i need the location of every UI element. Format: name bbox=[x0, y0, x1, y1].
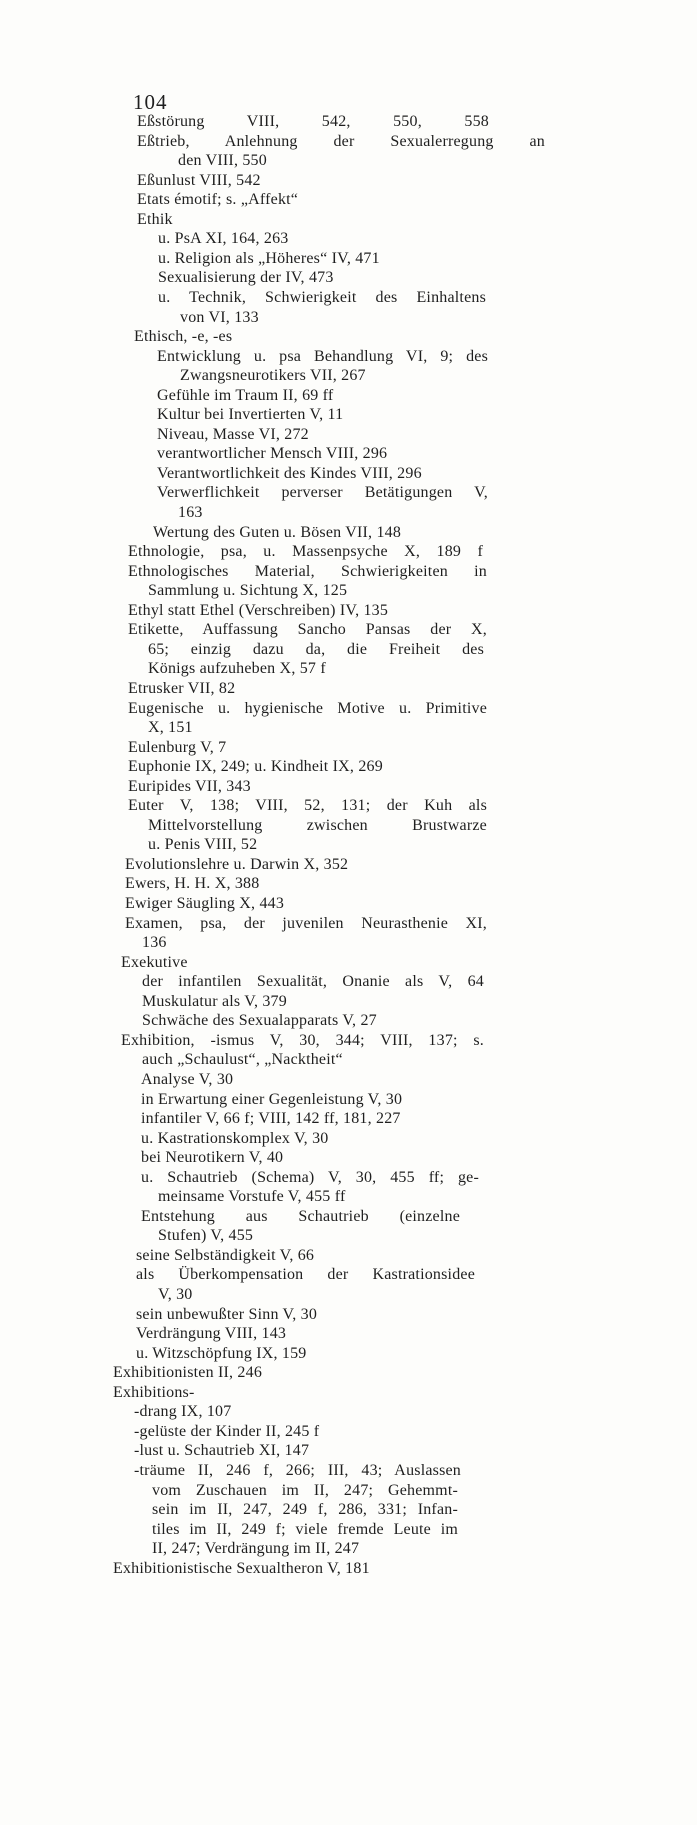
index-line: Etikette, Auffassung Sancho Pansas der X, bbox=[128, 621, 487, 638]
index-line: V, 30 bbox=[158, 1286, 193, 1303]
index-line: Exhibition, -ismus V, 30, 344; VIII, 137; s. bbox=[121, 1032, 484, 1049]
index-line: Evolutionslehre u. Darwin X, 352 bbox=[125, 856, 349, 873]
index-line: Eßstörung VIII, 542, 550, 558 bbox=[137, 113, 489, 130]
index-line: u. Schautrieb (Schema) V, 30, 455 ff; ge- bbox=[141, 1169, 479, 1186]
index-line: von VI, 133 bbox=[180, 309, 259, 326]
index-line: Etats émotif; s. „Affekt“ bbox=[137, 191, 299, 208]
index-line: u. Witzschöpfung IX, 159 bbox=[136, 1345, 307, 1362]
index-line: u. PsA XI, 164, 263 bbox=[158, 230, 289, 247]
index-line: Gefühle im Traum II, 69 ff bbox=[157, 387, 334, 404]
index-line: Etrusker VII, 82 bbox=[128, 680, 236, 697]
index-line: Ethyl statt Ethel (Verschreiben) IV, 135 bbox=[128, 602, 389, 619]
index-line: Eßunlust VIII, 542 bbox=[137, 172, 261, 189]
index-line: -gelüste der Kinder II, 245 f bbox=[134, 1423, 320, 1440]
index-line: den VIII, 550 bbox=[178, 152, 267, 169]
index-line: der infantilen Sexualität, Onanie als V, 64 bbox=[142, 973, 484, 990]
index-line: infantiler V, 66 f; VIII, 142 ff, 181, 227 bbox=[141, 1110, 401, 1127]
index-line: u. Religion als „Höheres“ IV, 471 bbox=[158, 250, 380, 267]
index-line: Euphonie IX, 249; u. Kindheit IX, 269 bbox=[128, 758, 383, 775]
index-line: Sexualisierung der IV, 473 bbox=[158, 269, 334, 286]
index-line: u. Technik, Schwierigkeit des Einhaltens bbox=[158, 289, 486, 306]
index-line: X, 151 bbox=[148, 719, 193, 736]
index-line: 65; einzig dazu da, die Freiheit des bbox=[148, 641, 484, 658]
index-line: als Überkompensation der Kastrationsidee bbox=[136, 1266, 475, 1283]
index-line: meinsame Vorstufe V, 455 ff bbox=[158, 1188, 346, 1205]
index-line: Verantwortlichkeit des Kindes VIII, 296 bbox=[157, 465, 422, 482]
index-line: vom Zuschauen im II, 247; Gehemmt- bbox=[152, 1482, 458, 1499]
index-line: tiles im II, 249 f; viele fremde Leute im bbox=[152, 1521, 458, 1538]
index-line: -lust u. Schautrieb XI, 147 bbox=[134, 1442, 310, 1459]
index-line: sein im II, 247, 249 f, 286, 331; Infan- bbox=[152, 1501, 458, 1518]
index-line: Schwäche des Sexualapparats V, 27 bbox=[142, 1012, 377, 1029]
index-line: auch „Schaulust“, „Nacktheit“ bbox=[142, 1051, 343, 1068]
index-line: Eßtrieb, Anlehnung der Sexualerregung an bbox=[137, 133, 545, 150]
index-line: u. Kastrationskomplex V, 30 bbox=[141, 1130, 329, 1147]
index-line: Ewiger Säugling X, 443 bbox=[125, 895, 285, 912]
index-line: 136 bbox=[142, 934, 167, 951]
index-line: Mittelvorstellung zwischen Brustwarze bbox=[148, 817, 487, 834]
index-line: Exekutive bbox=[121, 954, 188, 971]
index-line: Eugenische u. hygienische Motive u. Primitive bbox=[128, 700, 487, 717]
index-line: Verdrängung VIII, 143 bbox=[136, 1325, 287, 1342]
index-line: II, 247; Verdrängung im II, 247 bbox=[152, 1540, 360, 1557]
index-line: 163 bbox=[178, 504, 203, 521]
index-line: -träume II, 246 f, 266; III, 43; Auslassen bbox=[134, 1462, 461, 1479]
index-line: -drang IX, 107 bbox=[134, 1403, 232, 1420]
index-line: Ethnologie, psa, u. Massenpsyche X, 189 f bbox=[128, 543, 483, 560]
index-line: Ewers, H. H. X, 388 bbox=[125, 875, 260, 892]
index-line: Muskulatur als V, 379 bbox=[142, 993, 287, 1010]
index-line: Ethisch, -e, -es bbox=[134, 328, 233, 345]
index-line: Entstehung aus Schautrieb (einzelne bbox=[141, 1208, 460, 1225]
index-line: Eulenburg V, 7 bbox=[128, 739, 227, 756]
page-number: 104 bbox=[133, 90, 168, 114]
index-line: Stufen) V, 455 bbox=[158, 1227, 254, 1244]
index-line: Examen, psa, der juvenilen Neurasthenie XI, bbox=[125, 915, 487, 932]
index-line: Entwicklung u. psa Behandlung VI, 9; des bbox=[157, 348, 488, 365]
index-line: Zwangsneurotikers VII, 267 bbox=[180, 367, 366, 384]
index-line: seine Selbständigkeit V, 66 bbox=[136, 1247, 315, 1264]
index-line: Analyse V, 30 bbox=[141, 1071, 234, 1088]
index-line: Kultur bei Invertierten V, 11 bbox=[157, 406, 344, 423]
index-line: bei Neurotikern V, 40 bbox=[141, 1149, 284, 1166]
index-line: u. Penis VIII, 52 bbox=[148, 836, 258, 853]
index-line: Euripides VII, 343 bbox=[128, 778, 251, 795]
index-line: Exhibitions- bbox=[113, 1384, 195, 1401]
index-line: Exhibitionisten II, 246 bbox=[113, 1364, 263, 1381]
index-line: Verwerflichkeit perverser Betätigungen V, bbox=[157, 484, 488, 501]
index-line: Wertung des Guten u. Bösen VII, 148 bbox=[153, 524, 402, 541]
index-line: Ethik bbox=[137, 211, 173, 228]
index-line: Euter V, 138; VIII, 52, 131; der Kuh als bbox=[128, 797, 487, 814]
index-line: sein unbewußter Sinn V, 30 bbox=[136, 1306, 318, 1323]
index-line: in Erwartung einer Gegenleistung V, 30 bbox=[141, 1091, 403, 1108]
index-line: Ethnologisches Material, Schwierigkeiten in bbox=[128, 563, 487, 580]
index-line: verantwortlicher Mensch VIII, 296 bbox=[157, 445, 388, 462]
index-line: Niveau, Masse VI, 272 bbox=[157, 426, 309, 443]
index-line: Sammlung u. Sichtung X, 125 bbox=[148, 582, 348, 599]
index-line: Exhibitionistische Sexualtheron V, 181 bbox=[113, 1560, 370, 1577]
index-line: Königs aufzuheben X, 57 f bbox=[148, 660, 326, 677]
